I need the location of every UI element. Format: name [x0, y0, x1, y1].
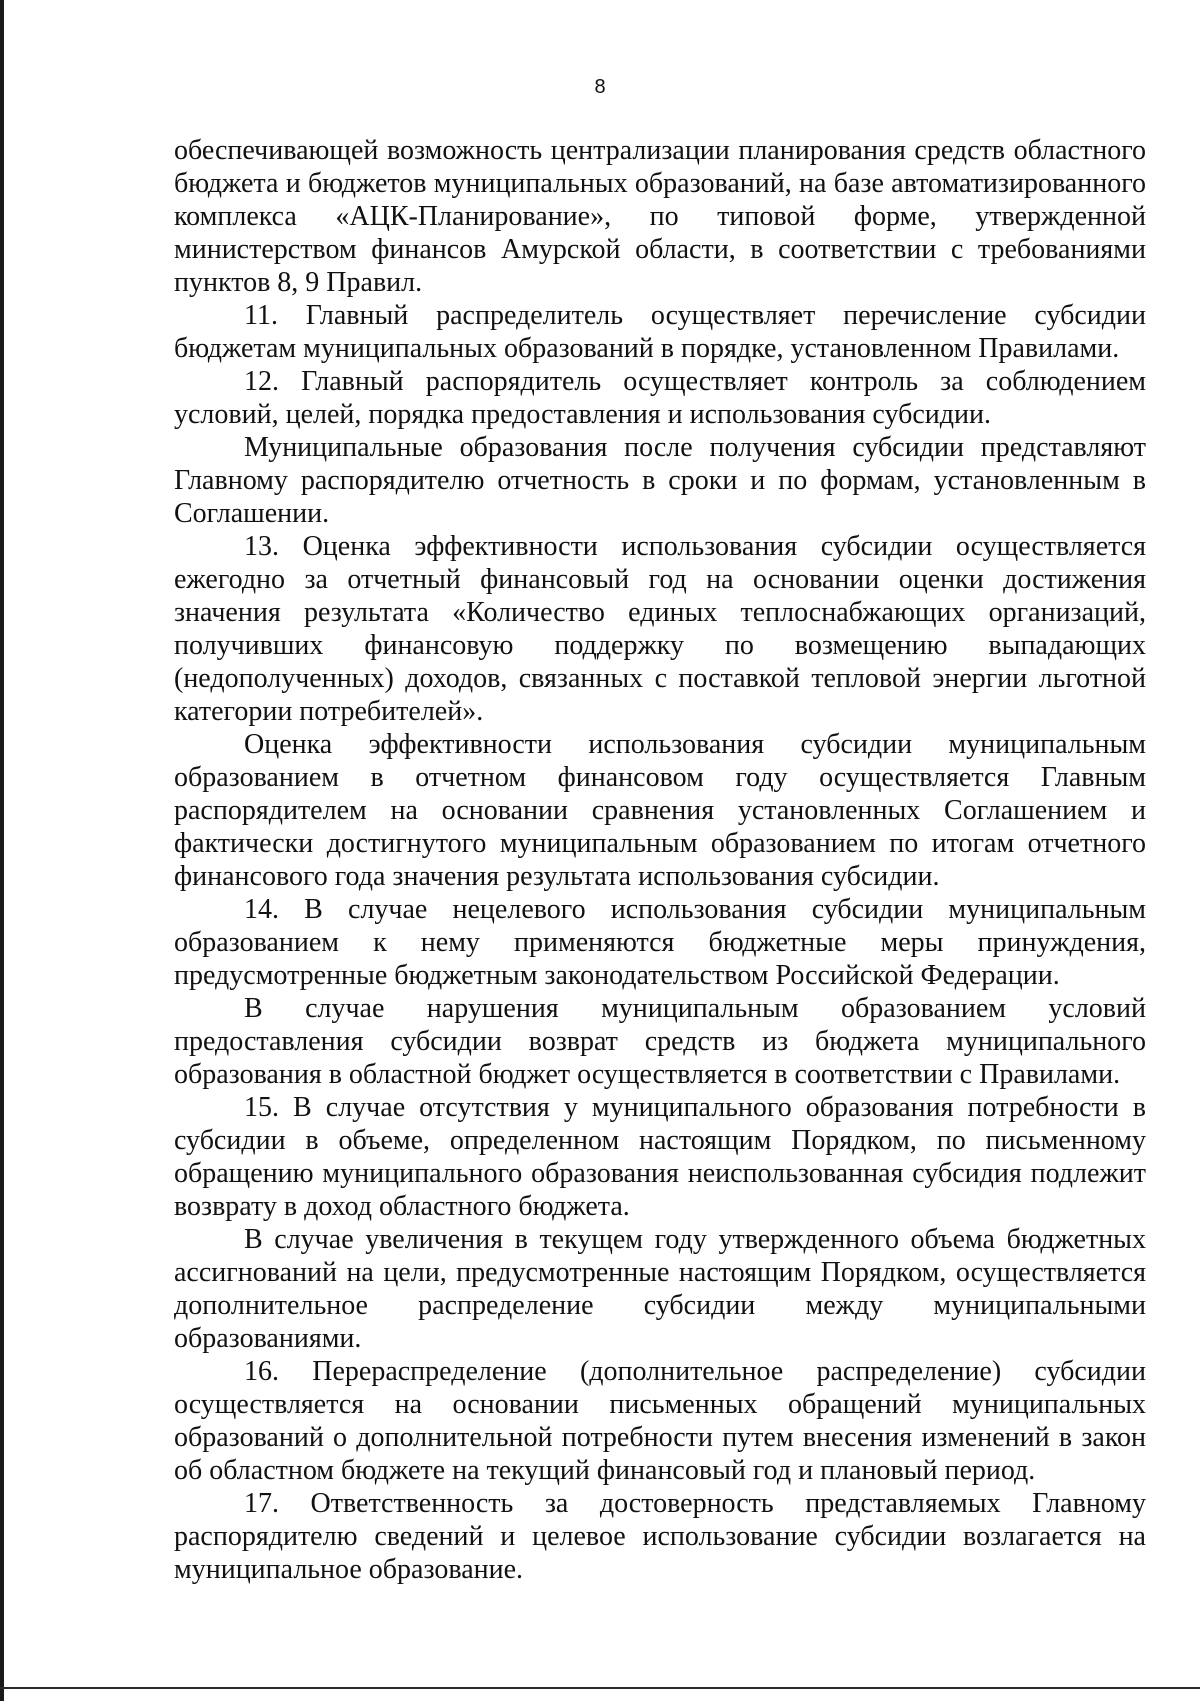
paragraph-item-14: 14. В случае нецелевого использования субсидии муниципальным образованием к нему применяются бюджетные меры принуждения, предусмотренные бюджетным законодательством Российской Федерации. — [174, 894, 1146, 991]
paragraph-evaluation: Оценка эффективности использования субсидии муниципальным образованием в отчетном финансовом году осуществляется Главным распорядителем на основании сравнения установленных Соглашением и фактически достигнутого муниципальным образованием по итогам отчетного финансового года значения результата использования субсидии. — [174, 729, 1146, 892]
paragraph-continuation: обеспечивающей возможность централизации планирования средств областного бюджета и бюджетов муниципальных образований, на базе автоматизированного комплекса «АЦК-Планирование», по типовой форме, утвержденной министерством финансов Амурской области, в соответствии с требованиями пунктов 8, 9 Правил. — [174, 135, 1146, 298]
paragraph-item-13: 13. Оценка эффективности использования субсидии осуществляется ежегодно за отчетный финансовый год на основании оценки достижения значения результата «Количество единых теплоснабжающих организаций, получивших финансовую поддержку по возмещению выпадающих (недополученных) доходов, связанных с поставкой тепловой энергии льготной категории потребителей». — [174, 531, 1146, 727]
paragraph-item-17: 17. Ответственность за достоверность представляемых Главному распорядителю сведений и целевое использование субсидии возлагается на муниципальное образование. — [174, 1488, 1146, 1585]
paragraph-increase: В случае увеличения в текущем году утвержденного объема бюджетных ассигнований на цели, предусмотренные настоящим Порядком, осуществляется дополнительное распределение субсидии между муниципальными образованиями. — [174, 1224, 1146, 1354]
paragraph-item-16: 16. Перераспределение (дополнительное распределение) субсидии осуществляется на основании письменных обращений муниципальных образований о дополнительной потребности путем внесения изменений в закон об областном бюджете на текущий финансовый год и плановый период. — [174, 1356, 1146, 1486]
paragraph-item-11: 11. Главный распределитель осуществляет перечисление субсидии бюджетам муниципальных образований в порядке, установленном Правилами. — [174, 300, 1146, 364]
paragraph-reporting: Муниципальные образования после получения субсидии представляют Главному распорядителю отчетность в сроки и по формам, установленным в Соглашении. — [174, 432, 1146, 529]
paragraph-violation: В случае нарушения муниципальным образованием условий предоставления субсидии возврат средств из бюджета муниципального образования в областной бюджет осуществляется в соответствии с Правилами. — [174, 993, 1146, 1090]
document-body — [174, 134, 1146, 1586]
paragraph-item-15: 15. В случае отсутствия у муниципального образования потребности в субсидии в объеме, определенном настоящим Порядком, по письменному обращению муниципального образования неиспользованная субсидия подлежит возврату в доход областного бюджета. — [174, 1092, 1146, 1222]
page-number: 8 — [594, 76, 606, 98]
scan-edge-left — [0, 0, 4, 1701]
scan-edge-bottom — [0, 1687, 1200, 1689]
paragraph-item-12: 12. Главный распорядитель осуществляет контроль за соблюдением условий, целей, порядка предоставления и использования субсидии. — [174, 366, 1146, 430]
